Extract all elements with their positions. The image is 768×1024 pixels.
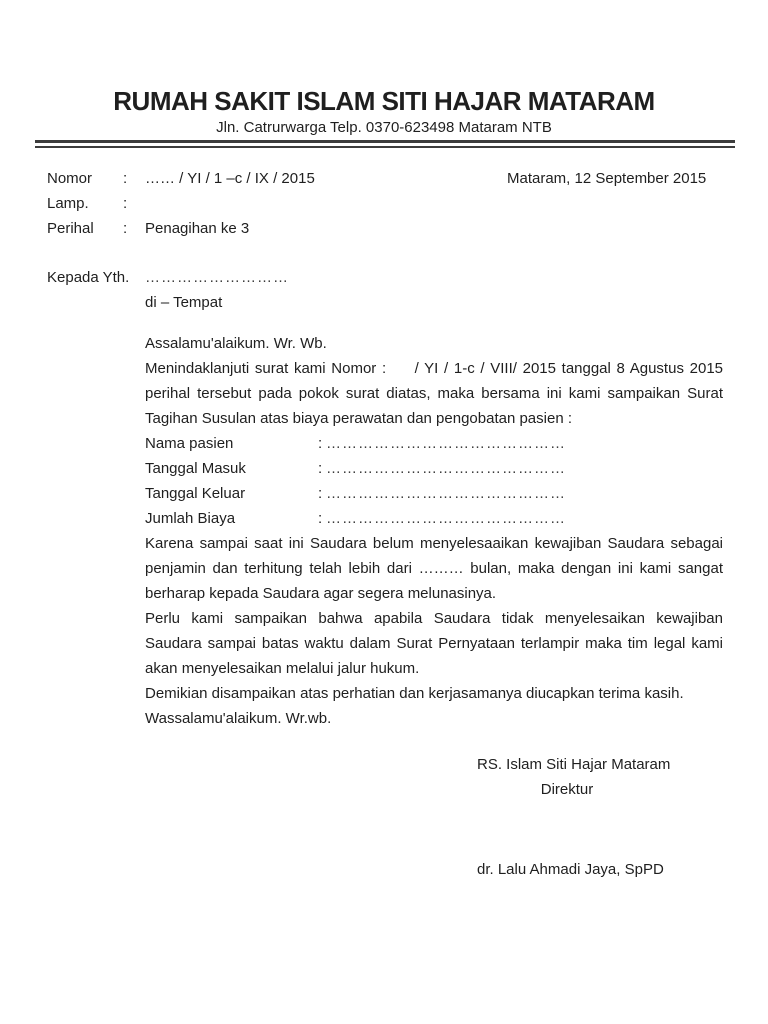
field-row-jumlah-biaya <box>145 506 723 531</box>
nama-pasien-label: Nama pasien <box>145 435 234 452</box>
jumlah-biaya-label: Jumlah Biaya <box>145 510 236 527</box>
closing-salutation: Wassalamu'alaikum. Wr.wb. <box>145 710 332 727</box>
tanggal-masuk-colon: : <box>318 460 323 477</box>
letter-date: Mataram, 12 September 2015 <box>507 170 707 187</box>
tanggal-keluar-placeholder: ……………………………………… <box>326 485 566 502</box>
jumlah-biaya-placeholder: ……………………………………… <box>326 510 566 527</box>
hospital-name: RUMAH SAKIT ISLAM SITI HAJAR MATARAM <box>113 86 655 116</box>
letter-meta <box>47 166 315 241</box>
meta-row-nomor <box>47 166 315 191</box>
field-row-tanggal-keluar <box>145 481 723 506</box>
signature-role: Direktur <box>540 781 594 798</box>
tanggal-masuk-placeholder: ……………………………………… <box>326 460 566 477</box>
letter-body <box>145 331 723 731</box>
recipient-block <box>47 265 289 315</box>
field-row-tanggal-masuk <box>145 456 723 481</box>
perihal-label: Perihal <box>47 220 94 237</box>
lamp-colon: : <box>123 195 128 212</box>
perihal-value: Penagihan ke 3 <box>145 220 250 237</box>
nomor-value: …… / YI / 1 –c / IX / 2015 <box>145 170 315 187</box>
tanggal-keluar-label: Tanggal Keluar <box>145 485 246 502</box>
tanggal-keluar-colon: : <box>318 485 323 502</box>
nomor-colon: : <box>123 170 128 187</box>
recipient-label: Kepada Yth. <box>47 269 130 286</box>
jumlah-biaya-colon: : <box>318 510 323 527</box>
perihal-colon: : <box>123 220 128 237</box>
meta-row-lamp <box>47 191 315 216</box>
signature-org: RS. Islam Siti Hajar Mataram <box>477 756 671 773</box>
nama-pasien-placeholder: ……………………………………… <box>326 435 566 452</box>
recipient-place: di – Tempat <box>145 294 223 311</box>
nomor-label: Nomor <box>47 170 93 187</box>
field-row-nama-pasien <box>145 431 723 456</box>
paragraph-2: Karena sampai saat ini Saudara belum menyelesaaikan kewajiban Saudara sebagai penjamin dan terhitung telah lebih dari ……… bulan, maka dengan ini kami sangat berharap kepada Saudara agar segera melunasinya. <box>145 535 723 602</box>
paragraph-1: Menindaklanjuti surat kami Nomor : / YI / 1-c / VIII/ 2015 tanggal 8 Agustus 2015 perihal tersebut pada pokok surat diatas, maka bersama ini kami sampaikan Surat Tagihan Susulan atas biaya perawatan dan pengobatan pasien : <box>145 360 723 427</box>
salutation: Assalamu'alaikum. Wr. Wb. <box>145 335 327 352</box>
paragraph-4: Demikian disampaikan atas perhatian dan kerjasamanya diucapkan terima kasih. <box>145 685 684 702</box>
paragraph-3: Perlu kami sampaikan bahwa apabila Saudara tidak menyelesaikan kewajiban Saudara sampai batas waktu dalam Surat Pernyataan terlampir maka tim legal kami akan menyelesaikan melalui jalur hukum. <box>145 610 723 677</box>
recipient-lines <box>145 265 289 315</box>
letterhead-divider <box>35 140 735 148</box>
nama-pasien-colon: : <box>318 435 323 452</box>
recipient-name-placeholder: ……………………… <box>145 269 289 286</box>
signature-name: dr. Lalu Ahmadi Jaya, SpPD <box>477 861 664 878</box>
patient-fields <box>145 431 723 531</box>
meta-row-perihal <box>47 216 315 241</box>
signature-block <box>477 752 671 882</box>
lamp-label: Lamp. <box>47 195 89 212</box>
hospital-address: Jln. Catrurwarga Telp. 0370-623498 Mataram NTB <box>216 119 552 136</box>
tanggal-masuk-label: Tanggal Masuk <box>145 460 246 477</box>
